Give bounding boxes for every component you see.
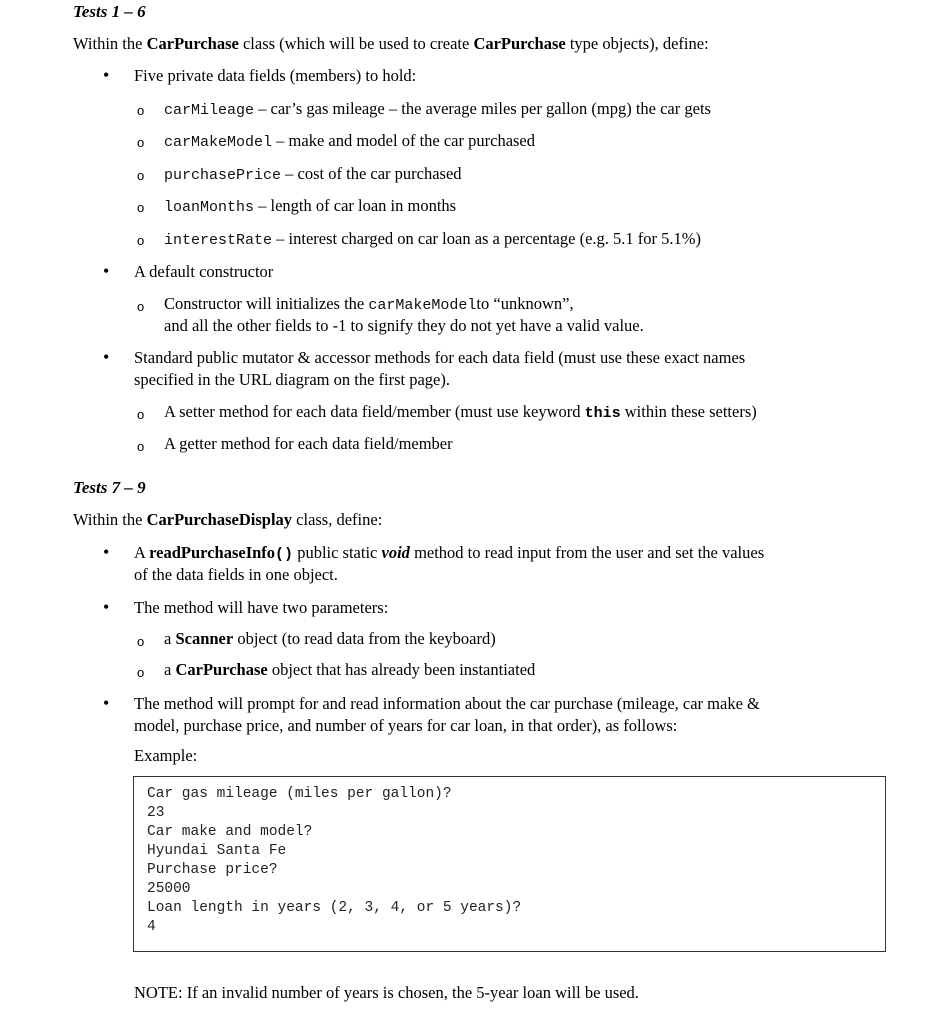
field-name: loanMonths — [164, 199, 255, 216]
note-text: NOTE: If an invalid number of years is chosen, the 5-year loan will be used. — [134, 983, 639, 1002]
bullet-fields: Five private data fields (members) to hold: — [134, 66, 417, 85]
sub-bullet-icon: o — [137, 439, 145, 454]
field-name: purchasePrice — [164, 167, 282, 184]
getter-item: A getter method for each data field/member — [164, 434, 453, 453]
params-intro: The method will have two parameters: — [134, 598, 389, 617]
void-keyword: void — [381, 543, 410, 562]
console-line: Car gas mileage (miles per gallon)? — [147, 786, 452, 802]
method-name: readPurchaseInfo — [149, 543, 276, 562]
setter-text: within these setters) — [620, 402, 757, 421]
bullet-icon: • — [103, 542, 110, 562]
class-name: CarPurchase — [175, 660, 268, 679]
class-name: Scanner — [175, 629, 234, 648]
sub-bullet-icon: o — [137, 200, 145, 215]
setter-text: A setter method for each data field/member (must use keyword — [164, 402, 585, 421]
setter-item — [164, 401, 757, 424]
sub-bullet-icon: o — [137, 233, 145, 248]
read-text: public static — [293, 543, 382, 562]
prompt-desc-line1: The method will prompt for and read information about the car purchase (mileage, car make & — [134, 694, 760, 713]
field-item — [164, 228, 701, 251]
bullet-icon: • — [103, 347, 110, 367]
field-item — [164, 98, 711, 121]
read-method-desc-line2: of the data fields in one object. — [134, 565, 338, 584]
prompt-desc-line2: model, purchase price, and number of years for car loan, in that order), as follows: — [134, 716, 678, 735]
constructor-desc-line2: and all the other fields to -1 to signify they do not yet have a valid value. — [164, 316, 644, 335]
sub-bullet-icon: o — [137, 103, 145, 118]
param-text: object that has already been instantiated — [267, 660, 536, 679]
constructor-text: Constructor will initializes the — [164, 294, 369, 313]
field-name: carMileage — [164, 102, 255, 119]
param-text: a — [164, 629, 176, 648]
class-name: CarPurchase — [473, 34, 566, 53]
console-line: Car make and model? — [147, 824, 313, 840]
sub-bullet-icon: o — [137, 299, 145, 314]
example-console-box — [133, 776, 886, 952]
field-desc: – cost of the car purchased — [281, 164, 462, 183]
read-text: A — [134, 543, 150, 562]
console-line: Loan length in years (2, 3, 4, or 5 years)? — [147, 900, 522, 916]
bullet-icon: • — [103, 597, 110, 617]
intro-text: class (which will be used to create — [238, 34, 474, 53]
sub-bullet-icon: o — [137, 407, 145, 422]
class-name: CarPurchaseDisplay — [146, 510, 293, 529]
field-name: carMakeModel — [368, 297, 477, 314]
read-text: method to read input from the user and set the values — [409, 543, 765, 562]
field-item — [164, 163, 462, 186]
intro-text: Within the — [73, 34, 147, 53]
bullet-icon: • — [103, 65, 110, 85]
param-text: object (to read data from the keyboard) — [233, 629, 496, 648]
bullet-methods-line1: Standard public mutator & accessor methods for each data field (must use these exact names — [134, 348, 746, 367]
bullet-methods-line2: specified in the URL diagram on the first page). — [134, 370, 450, 389]
param-scanner — [164, 628, 496, 649]
sub-bullet-icon: o — [137, 168, 145, 183]
example-label: Example: — [134, 746, 198, 765]
field-item — [164, 195, 456, 218]
param-carpurchase — [164, 659, 535, 680]
section2-intro — [73, 509, 382, 530]
bullet-icon: • — [103, 693, 110, 713]
console-line: Purchase price? — [147, 862, 278, 878]
intro-text: Within the — [73, 510, 147, 529]
console-line: 23 — [147, 805, 165, 821]
console-line: 4 — [147, 919, 156, 935]
intro-text: type objects), define: — [565, 34, 709, 53]
field-desc: – make and model of the car purchased — [272, 131, 536, 150]
sub-bullet-icon: o — [137, 665, 145, 680]
field-desc: – car’s gas mileage – the average miles per gallon (mpg) the car gets — [254, 99, 711, 118]
keyword: this — [584, 405, 621, 422]
console-line: Hyundai Santa Fe — [147, 843, 287, 859]
constructor-desc — [164, 293, 574, 316]
console-line: 25000 — [147, 881, 191, 897]
field-desc: – length of car loan in months — [254, 196, 457, 215]
bullet-icon: • — [103, 261, 110, 281]
sub-bullet-icon: o — [137, 135, 145, 150]
field-name: carMakeModel — [164, 134, 273, 151]
read-method-desc — [134, 542, 764, 565]
bullet-constructor: A default constructor — [134, 262, 274, 281]
section-heading-tests-7-9: Tests 7 – 9 — [73, 478, 146, 497]
method-parens: () — [275, 546, 294, 563]
section1-intro — [73, 33, 709, 54]
field-item — [164, 130, 535, 153]
field-desc: – interest charged on car loan as a percentage (e.g. 5.1 for 5.1%) — [272, 229, 701, 248]
sub-bullet-icon: o — [137, 634, 145, 649]
constructor-text: to “unknown”, — [476, 294, 574, 313]
param-text: a — [164, 660, 176, 679]
field-name: interestRate — [164, 232, 273, 249]
class-name: CarPurchase — [146, 34, 239, 53]
intro-text: class, define: — [292, 510, 383, 529]
section-heading-tests-1-6: Tests 1 – 6 — [73, 2, 146, 21]
